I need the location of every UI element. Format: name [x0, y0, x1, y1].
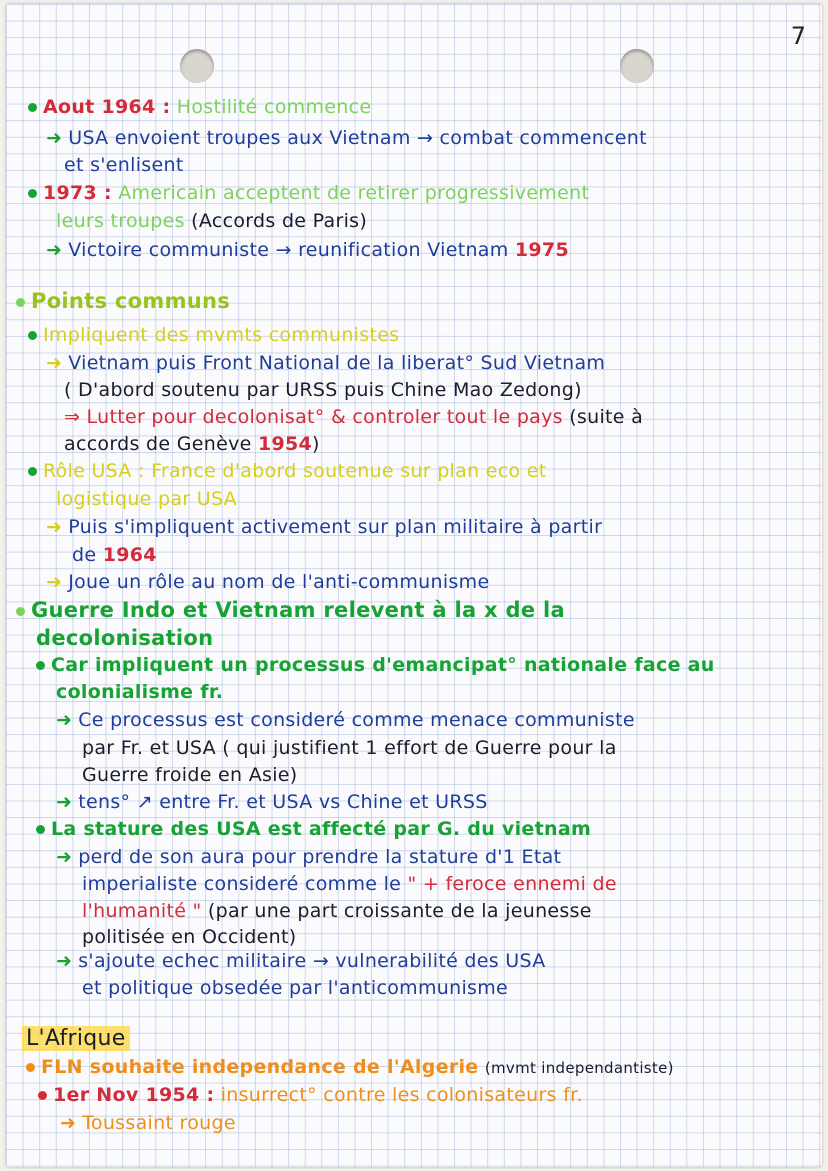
- year-label: 1975: [514, 239, 569, 261]
- bullet-icon: [36, 825, 45, 834]
- date-label: Aout 1964 :: [43, 96, 171, 118]
- notebook-page: [6, 4, 822, 1167]
- note-text: ⇒ Lutter pour decolonisat° & controler tout le pays: [64, 406, 563, 428]
- note-line-1: [28, 96, 371, 118]
- note-line-24: [56, 846, 561, 868]
- note-text: leurs troupes: [56, 210, 185, 232]
- note-text: Joue un rôle au nom de l'anti-communisme: [68, 571, 490, 593]
- binder-hole-left: [180, 49, 214, 83]
- bullet-icon: [16, 607, 25, 616]
- note-line-28: [56, 950, 546, 972]
- note-line-12: [28, 460, 547, 482]
- note-text: tens° ↗ entre Fr. et USA vs Chine et URSS: [78, 791, 488, 813]
- note-line-20: par Fr. et USA ( qui justifient 1 effort de Guerre pour la: [82, 737, 617, 759]
- note-line-14: [46, 516, 602, 538]
- date-label: 1973 :: [43, 182, 112, 204]
- note-line-6: [46, 239, 569, 261]
- note-line-4: [28, 182, 589, 204]
- note-text: (par une part croissante de la jeunesse: [207, 900, 592, 922]
- note-text: Hostilité commence: [176, 96, 372, 118]
- note-text: (mvmt independantiste): [484, 1059, 674, 1077]
- note-text: La stature des USA est affecté par G. du vietnam: [51, 818, 592, 840]
- heading-points-communs: Points communs: [16, 289, 230, 313]
- date-label: 1er Nov 1954 :: [53, 1084, 215, 1106]
- note-line-31: [38, 1084, 583, 1106]
- heading-decolonisation-cont: decolonisation: [36, 626, 214, 650]
- note-line-10: [64, 406, 643, 428]
- bullet-icon: [28, 189, 37, 198]
- quote-text: l'humanité ": [82, 900, 202, 922]
- page-number: 7: [790, 22, 806, 50]
- note-line-5: [56, 210, 367, 232]
- note-line-25: [82, 873, 617, 895]
- note-text: USA envoient troupes aux Vietnam → combat commencent: [68, 127, 647, 149]
- arrow-icon: ➜: [56, 791, 73, 813]
- note-text: insurrect° contre les colonisateurs fr.: [220, 1084, 583, 1106]
- note-line-22: [56, 791, 488, 813]
- bullet-icon: [26, 1063, 35, 1072]
- bullet-icon: [28, 103, 37, 112]
- note-line-15: [72, 544, 157, 566]
- quote-text: " + feroce ennemi de: [407, 873, 617, 895]
- note-text: FLN souhaite independance de l'Algerie: [41, 1056, 479, 1078]
- note-line-23: [36, 818, 591, 840]
- note-line-3: et s'enlisent: [64, 154, 184, 176]
- note-line-16: [46, 571, 489, 593]
- arrow-icon: ➜: [56, 950, 73, 972]
- note-text: Victoire communiste → reunification Vietnam: [68, 239, 509, 261]
- arrow-icon: ➜: [46, 571, 63, 593]
- note-text: Rôle USA : France d'abord soutenue sur plan eco et: [43, 460, 547, 482]
- note-text: Car impliquent un processus d'emancipat° nationale face au: [51, 654, 715, 676]
- note-text: imperialiste consideré comme le: [82, 873, 402, 895]
- note-text: s'ajoute echec militaire → vulnerabilité des USA: [78, 950, 546, 972]
- note-line-13: logistique par USA: [56, 488, 237, 510]
- bullet-icon: [38, 1091, 47, 1100]
- note-text: Americain acceptent de retirer progressivement: [118, 182, 590, 204]
- note-line-32: [60, 1112, 236, 1134]
- heading-decolonisation: Guerre Indo et Vietnam relevent à la x de la: [16, 598, 565, 622]
- note-text: (suite à: [569, 406, 644, 428]
- note-line-11: accords de Genève 1954): [64, 433, 320, 455]
- arrow-icon: ➜: [60, 1112, 77, 1134]
- note-line-17: [36, 654, 715, 676]
- note-line-18: colonialisme fr.: [56, 681, 224, 703]
- note-text: Vietnam puis Front National de la liberat° Sud Vietnam: [68, 352, 606, 374]
- note-line-29: et politique obsedée par l'anticommunisme: [82, 977, 509, 999]
- note-text: de: [72, 544, 97, 566]
- bullet-icon: [28, 467, 37, 476]
- arrow-icon: ➜: [46, 352, 63, 374]
- note-line-21: Guerre froide en Asie): [82, 764, 298, 786]
- note-text: (Accords de Paris): [191, 210, 368, 232]
- note-text: perd de son aura pour prendre la stature d'1 Etat: [78, 846, 562, 868]
- bullet-icon: [28, 331, 37, 340]
- note-text: accords de Genève: [64, 433, 252, 455]
- bullet-icon: [16, 298, 25, 307]
- note-line-9: ( D'abord soutenu par URSS puis Chine Mao Zedong): [64, 379, 582, 401]
- arrow-icon: ➜: [56, 846, 73, 868]
- note-line-30: [26, 1056, 674, 1078]
- arrow-icon: ➜: [46, 516, 63, 538]
- arrow-icon: ➜: [46, 127, 63, 149]
- note-text: Impliquent des mvmts communistes: [43, 324, 400, 346]
- note-line-2: [46, 127, 647, 149]
- note-line-8: [46, 352, 605, 374]
- note-text: Toussaint rouge: [82, 1112, 236, 1134]
- bullet-icon: [36, 661, 45, 670]
- heading-afrique: L'Afrique: [22, 1026, 130, 1051]
- year-label: 1964: [102, 544, 157, 566]
- note-line-7: [28, 324, 399, 346]
- binder-hole-right: [620, 49, 654, 83]
- arrow-icon: ➜: [56, 709, 73, 731]
- note-text: Puis s'impliquent activement sur plan militaire à partir: [68, 516, 603, 538]
- note-line-26: [82, 900, 592, 922]
- note-line-19: [56, 709, 635, 731]
- note-text: Ce processus est consideré comme menace communiste: [78, 709, 635, 731]
- year-label: 1954: [257, 433, 313, 455]
- arrow-icon: ➜: [46, 239, 63, 261]
- note-line-27: politisée en Occident): [82, 926, 297, 948]
